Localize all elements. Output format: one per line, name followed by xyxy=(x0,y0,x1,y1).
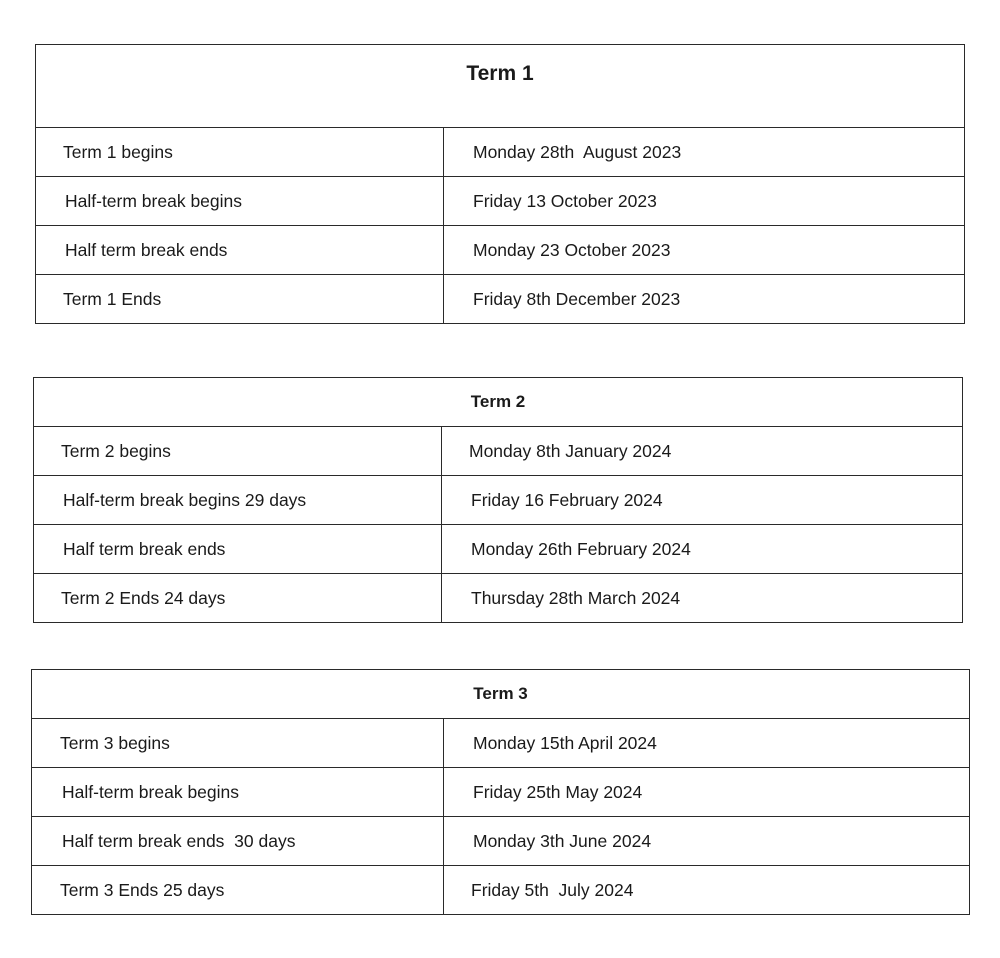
term-header-row xyxy=(34,378,963,427)
event-label: Half-term break begins 29 days xyxy=(34,476,442,525)
event-date: Monday 26th February 2024 xyxy=(442,525,963,574)
event-label: Half-term break begins xyxy=(32,768,444,817)
event-date: Friday 5th July 2024 xyxy=(444,866,970,915)
term-title: Term 1 xyxy=(36,45,965,128)
term-title: Term 2 xyxy=(34,378,963,427)
event-date: Friday 16 February 2024 xyxy=(442,476,963,525)
event-label: Term 2 begins xyxy=(34,427,442,476)
table-row xyxy=(32,817,970,866)
event-label: Half term break ends xyxy=(36,226,444,275)
event-date: Monday 23 October 2023 xyxy=(444,226,965,275)
event-date: Friday 8th December 2023 xyxy=(444,275,965,324)
event-label: Term 3 begins xyxy=(32,719,444,768)
event-date: Friday 25th May 2024 xyxy=(444,768,970,817)
table-row xyxy=(34,427,963,476)
event-label: Term 3 Ends 25 days xyxy=(32,866,444,915)
table-row xyxy=(34,476,963,525)
table-row xyxy=(36,177,965,226)
event-label: Term 2 Ends 24 days xyxy=(34,574,442,623)
event-date: Monday 8th January 2024 xyxy=(442,427,963,476)
event-date: Monday 3th June 2024 xyxy=(444,817,970,866)
table-row xyxy=(32,719,970,768)
table-row xyxy=(32,866,970,915)
event-label: Half term break ends xyxy=(34,525,442,574)
event-date: Thursday 28th March 2024 xyxy=(442,574,963,623)
table-row xyxy=(34,574,963,623)
event-label: Half term break ends 30 days xyxy=(32,817,444,866)
table-row xyxy=(36,226,965,275)
term-3-table xyxy=(31,669,970,915)
term-1-table xyxy=(35,44,965,324)
event-date: Monday 15th April 2024 xyxy=(444,719,970,768)
event-label: Half-term break begins xyxy=(36,177,444,226)
term-2-table xyxy=(33,377,963,623)
table-row xyxy=(36,275,965,324)
event-date: Monday 28th August 2023 xyxy=(444,128,965,177)
event-date: Friday 13 October 2023 xyxy=(444,177,965,226)
event-label: Term 1 begins xyxy=(36,128,444,177)
term-header-row xyxy=(32,670,970,719)
event-label: Term 1 Ends xyxy=(36,275,444,324)
table-row xyxy=(32,768,970,817)
term-title: Term 3 xyxy=(32,670,970,719)
table-row xyxy=(34,525,963,574)
table-row xyxy=(36,128,965,177)
term-header-row xyxy=(36,45,965,128)
